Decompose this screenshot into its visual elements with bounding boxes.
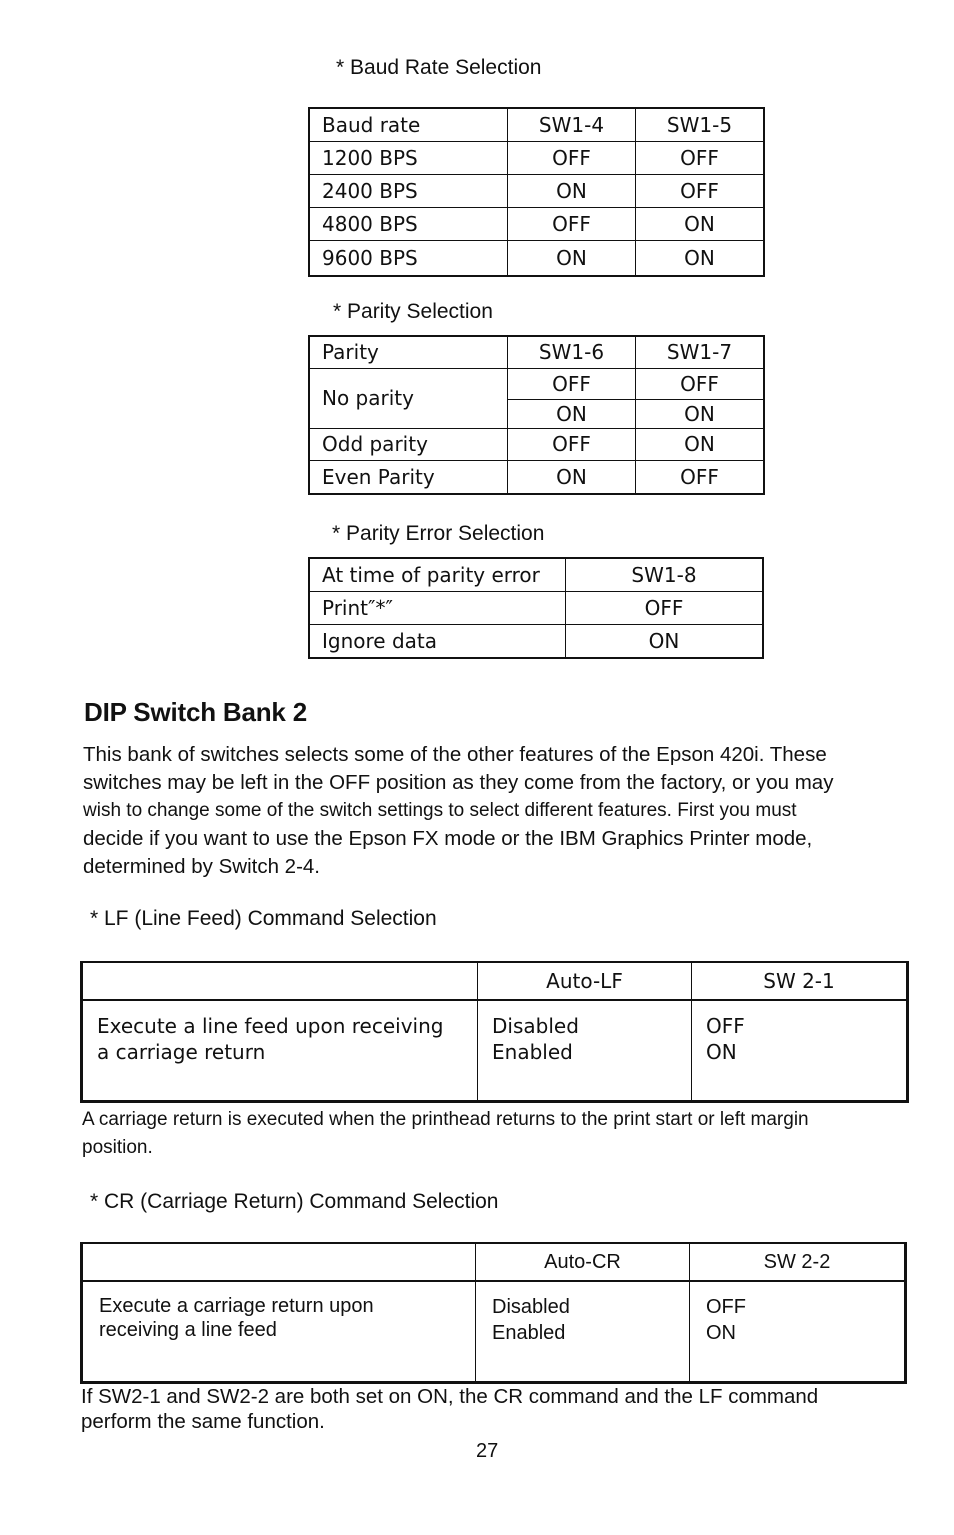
table-cell: OFF [508, 207, 636, 240]
table-row [309, 624, 763, 658]
section-intro [83, 741, 895, 881]
cell-line: ON [706, 1322, 736, 1344]
table-header-row [82, 1243, 906, 1281]
table-cell: ON [566, 624, 764, 658]
table-cell [82, 1000, 478, 1102]
table-cell: Ignore data [309, 624, 566, 658]
table-cell: ON [636, 399, 765, 428]
cell-line: Execute a carriage return upon [99, 1295, 374, 1317]
note-line: position. [82, 1137, 153, 1158]
cell-line: receiving a line feed [99, 1319, 277, 1341]
table-row [82, 1281, 906, 1383]
table-row [82, 1000, 908, 1102]
table-cell: 1200 BPS [309, 141, 508, 174]
table-cell: ON [636, 240, 765, 276]
cell-line: ON [706, 1040, 737, 1064]
note-line: If SW2-1 and SW2-2 are both set on ON, the CR command and the LF command [81, 1385, 819, 1408]
table-header-cell: Baud rate [309, 108, 508, 141]
cell-line: Execute a line feed upon receiving [97, 1014, 444, 1038]
table-header-cell: Parity [309, 336, 508, 368]
table-cell: OFF [566, 591, 764, 624]
lf-table [80, 961, 909, 1103]
cell-line: OFF [706, 1014, 745, 1038]
baud-rate-table [308, 107, 765, 277]
table-header-cell: Auto-CR [476, 1243, 690, 1281]
table-cell [690, 1281, 906, 1383]
intro-line: switches may be left in the OFF position as they come from the factory, or you may [83, 771, 834, 794]
table-row [309, 368, 764, 399]
table-header-row [309, 108, 764, 141]
parity-caption: * Parity Selection [333, 300, 493, 323]
table-cell: OFF [636, 174, 765, 207]
lf-note [82, 1106, 894, 1162]
parity-error-table [308, 557, 764, 659]
cell-line: a carriage return [97, 1040, 266, 1064]
intro-line: determined by Switch 2-4. [83, 855, 321, 878]
cell-line: Disabled [492, 1296, 570, 1318]
table-cell: 9600 BPS [309, 240, 508, 276]
table-cell: Print″*″ [309, 591, 566, 624]
intro-line: decide if you want to use the Epson FX mode or the IBM Graphics Printer mode, [83, 827, 813, 850]
table-header-cell: At time of parity error [309, 558, 566, 591]
table-header-cell: SW 2-1 [692, 962, 908, 1000]
table-cell: No parity [309, 368, 508, 428]
table-cell: OFF [636, 141, 765, 174]
table-cell [478, 1000, 692, 1102]
parity-table [308, 335, 765, 495]
cr-table [80, 1242, 907, 1384]
table-row [309, 428, 764, 460]
cell-line: Disabled [492, 1014, 579, 1038]
table-header-cell: SW1-8 [566, 558, 764, 591]
table-cell: ON [508, 399, 636, 428]
table-row [309, 240, 764, 276]
section-title: DIP Switch Bank 2 [84, 697, 307, 727]
table-cell: ON [636, 207, 765, 240]
intro-line: This bank of switches selects some of the other features of the Epson 420i. These [83, 743, 827, 766]
table-cell: ON [508, 460, 636, 494]
cell-line: Enabled [492, 1322, 566, 1344]
table-cell: ON [508, 174, 636, 207]
table-cell [692, 1000, 908, 1102]
cr-caption: * CR (Carriage Return) Command Selection [90, 1190, 499, 1213]
table-cell: ON [508, 240, 636, 276]
table-header-cell: Auto-LF [478, 962, 692, 1000]
table-cell: OFF [508, 141, 636, 174]
table-cell: OFF [508, 368, 636, 399]
table-header-cell [82, 1243, 476, 1281]
table-header-cell: SW1-5 [636, 108, 765, 141]
table-cell: OFF [636, 460, 765, 494]
table-row [309, 591, 763, 624]
table-header-row [82, 962, 908, 1000]
cr-note [81, 1384, 893, 1434]
baud-rate-caption: * Baud Rate Selection [336, 56, 542, 79]
table-header-cell: SW1-7 [636, 336, 765, 368]
table-cell: ON [636, 428, 765, 460]
table-cell: OFF [636, 368, 765, 399]
note-line: A carriage return is executed when the printhead returns to the print start or left margin [82, 1109, 809, 1130]
table-row [309, 141, 764, 174]
table-cell: Even Parity [309, 460, 508, 494]
note-line: perform the same function. [81, 1410, 325, 1433]
table-cell [82, 1281, 476, 1383]
table-cell: 2400 BPS [309, 174, 508, 207]
table-row [309, 174, 764, 207]
table-header-row [309, 558, 763, 591]
table-row [309, 460, 764, 494]
table-header-cell: SW1-4 [508, 108, 636, 141]
table-row [309, 207, 764, 240]
table-cell [476, 1281, 690, 1383]
page-number: 27 [476, 1440, 499, 1462]
table-cell: 4800 BPS [309, 207, 508, 240]
table-header-cell [82, 962, 478, 1000]
cell-line: OFF [706, 1296, 746, 1318]
table-cell: OFF [508, 428, 636, 460]
lf-caption: * LF (Line Feed) Command Selection [90, 907, 437, 930]
cell-line: Enabled [492, 1040, 573, 1064]
table-header-cell: SW 2-2 [690, 1243, 906, 1281]
intro-line: wish to change some of the switch settings to select different features. First you must [83, 800, 797, 821]
parity-error-caption: * Parity Error Selection [332, 522, 545, 545]
table-header-row [309, 336, 764, 368]
table-header-cell: SW1-6 [508, 336, 636, 368]
table-cell: Odd parity [309, 428, 508, 460]
